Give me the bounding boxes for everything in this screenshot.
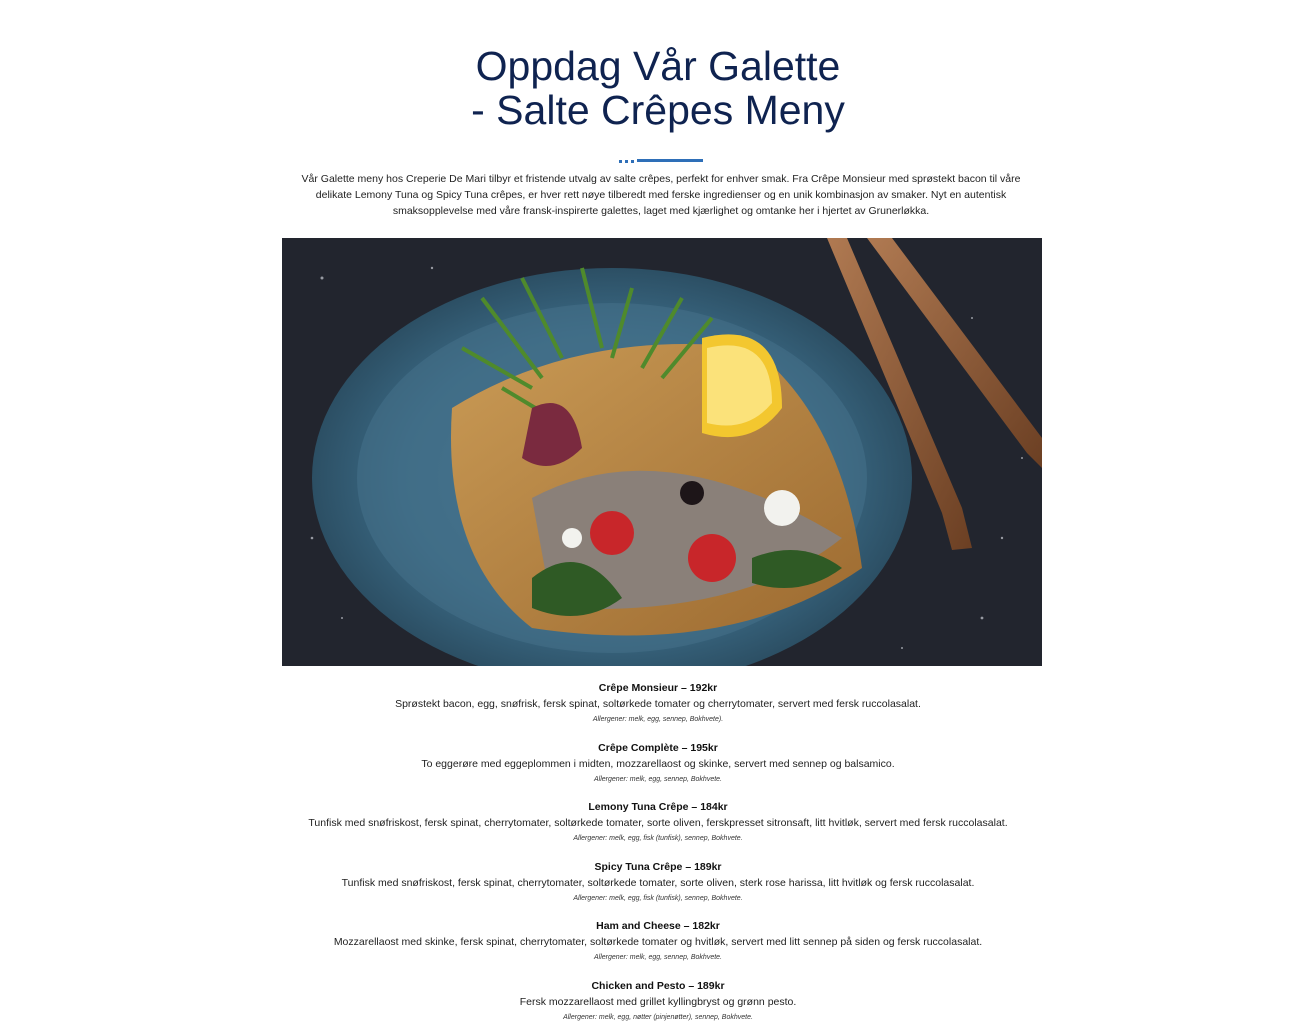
divider-bar xyxy=(637,159,703,162)
menu-item-name: Crêpe Monsieur – 192kr xyxy=(598,682,718,694)
divider-dot xyxy=(631,160,634,163)
menu-item-allergens: Allergener: melk, egg, sennep, Bokhvete. xyxy=(593,775,723,783)
page-title-line-2: - Salte Crêpes Meny xyxy=(471,87,845,133)
galette-photo xyxy=(282,238,1042,666)
menu-item-description: To eggerøre med eggeplommen i midten, mozzarellaost og skinke, servert med sennep og balsamico. xyxy=(421,757,895,770)
menu-item xyxy=(0,976,1316,1036)
page-title xyxy=(0,44,1316,132)
menu-item-name: Crêpe Complète – 195kr xyxy=(598,741,718,754)
menu-item xyxy=(0,797,1316,857)
menu-item-allergens: Allergener: melk, egg, fisk (tunfisk), sennep, Bokhvete. xyxy=(573,835,743,843)
menu-item-allergens: Allergener: melk, egg, sennep, Bokhvete. xyxy=(593,954,723,962)
page-title-line-1: Oppdag Vår Galette xyxy=(475,43,841,89)
divider-dot xyxy=(619,160,622,163)
menu-item-allergens: Allergener: melk, egg, sennep, Bokhvete). xyxy=(592,716,724,723)
menu-item xyxy=(0,738,1316,798)
menu-item-description: Mozzarellaost med skinke, fersk spinat, cherrytomater, soltørkede tomater og hvitløk, servert med litt sennep på siden og fersk ruccolasalat. xyxy=(333,936,983,949)
menu-item-name: Ham and Cheese – 182kr xyxy=(596,920,720,933)
menu-item-name: Chicken and Pesto – 189kr xyxy=(591,979,725,992)
intro-text: Vår Galette meny hos Creperie De Mari tilbyr et fristende utvalg av salte crêpes, perfekt for enhver smak. Fra Crêpe Monsieur med sprøstekt bacon til våre delikate Lemony Tuna og Spicy Tuna crêpes, er hver rett nøye tilberedt med ferske ingredienser og en unik kombinasjon av smaker. Nyt en autentisk smaksopplevelse med våre fransk-inspirerte galettes, laget med kjærlighet og omtanke her i hjertet av Grunerløkka. xyxy=(301,173,1021,217)
divider-dot xyxy=(625,160,628,163)
menu-item-description: Tunfisk med snøfriskost, fersk spinat, cherrytomater, soltørkede tomater, sorte oliven, sterk rose harissa, litt hvitløk og fersk ruccolasalat. xyxy=(341,876,975,889)
menu-item-allergens: Allergener: melk, egg, fisk (tunfisk), sennep, Bokhvete. xyxy=(573,894,743,902)
menu-item-description: Fersk mozzarellaost med grillet kyllingbryst og grønn pesto. xyxy=(519,995,797,1008)
menu-item-name: Lemony Tuna Crêpe – 184kr xyxy=(588,801,728,814)
menu-item xyxy=(0,678,1316,738)
menu-item-allergens: Allergener: melk, egg, nøtter (pinjenøtter), sennep, Bokhvete. xyxy=(563,1013,753,1021)
menu-item-name: Spicy Tuna Crêpe – 189kr xyxy=(594,860,722,873)
menu-item-description: Tunfisk med snøfriskost, fersk spinat, cherrytomater, soltørkede tomater, sorte oliven, ferskpresset sitronsaft, litt hvitløk, servert med fersk ruccolasalat. xyxy=(308,817,1008,830)
menu-item xyxy=(0,916,1316,976)
menu-item-description: Sprøstekt bacon, egg, snøfrisk, fersk spinat, soltørkede tomater og cherrytomater, servert med fersk ruccolasalat. xyxy=(395,698,921,710)
galette-photo-illustration xyxy=(282,238,1042,666)
menu-item xyxy=(0,857,1316,917)
menu-list xyxy=(0,678,1316,1036)
title-divider xyxy=(619,159,705,163)
